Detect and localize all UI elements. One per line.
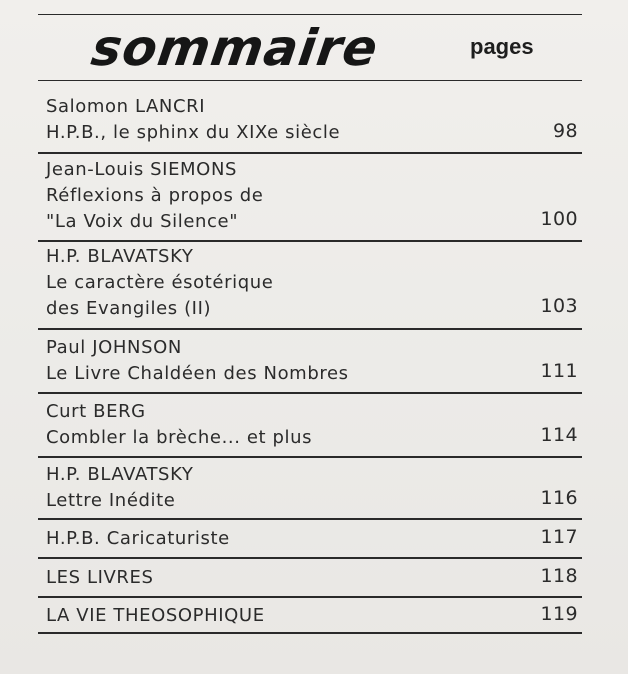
entry-page-number: 100 bbox=[540, 208, 578, 230]
entry-title-line: H.P.B. Caricaturiste bbox=[46, 528, 230, 549]
entry-separator bbox=[38, 152, 582, 154]
entry-title-line: LES LIVRES bbox=[46, 567, 154, 588]
entry-page-number: 118 bbox=[540, 565, 578, 587]
entry-page-number: 119 bbox=[540, 603, 578, 625]
entry-separator bbox=[38, 392, 582, 394]
entry-title-line: des Evangiles (II) bbox=[46, 298, 212, 319]
entry-author: Jean-Louis SIEMONS bbox=[46, 159, 238, 180]
entry-author: Curt BERG bbox=[46, 401, 146, 422]
entry-author: H.P. BLAVATSKY bbox=[46, 464, 194, 485]
toc-entry[interactable] bbox=[46, 565, 578, 591]
entry-page-number: 98 bbox=[553, 120, 578, 142]
entry-author: Salomon LANCRI bbox=[46, 96, 206, 117]
toc-entry[interactable] bbox=[46, 603, 578, 629]
entry-separator bbox=[38, 632, 582, 634]
top-rule bbox=[38, 14, 582, 15]
toc-entry[interactable] bbox=[46, 526, 578, 552]
entry-separator bbox=[38, 240, 582, 242]
entry-separator bbox=[38, 328, 582, 330]
entry-page-number: 114 bbox=[540, 424, 578, 446]
page-title: sommaire bbox=[87, 19, 382, 77]
entry-title-line: H.P.B., le sphinx du XIXe siècle bbox=[46, 122, 341, 143]
entry-separator bbox=[38, 456, 582, 458]
toc-entry[interactable] bbox=[46, 94, 578, 146]
toc-entry[interactable] bbox=[46, 157, 578, 235]
entry-page-number: 103 bbox=[540, 295, 578, 317]
entry-title-line: Combler la brèche... et plus bbox=[46, 427, 313, 448]
entry-title-line: Le Livre Chaldéen des Nombres bbox=[46, 363, 349, 384]
entry-page-number: 111 bbox=[540, 360, 578, 382]
entry-page-number: 116 bbox=[540, 487, 578, 509]
pages-column-label: pages bbox=[470, 34, 534, 59]
toc-entry[interactable] bbox=[46, 244, 578, 322]
entry-title-line: Réflexions à propos de bbox=[46, 185, 264, 206]
toc-entry[interactable] bbox=[46, 335, 578, 387]
entry-separator bbox=[38, 518, 582, 520]
entry-title-line: "La Voix du Silence" bbox=[46, 211, 239, 232]
toc-entry[interactable] bbox=[46, 462, 578, 514]
entry-author: Paul JOHNSON bbox=[46, 337, 182, 358]
entry-title-line: LA VIE THEOSOPHIQUE bbox=[46, 605, 265, 626]
entry-title-line: Le caractère ésotérique bbox=[46, 272, 274, 293]
entry-separator bbox=[38, 557, 582, 559]
entry-author: H.P. BLAVATSKY bbox=[46, 246, 194, 267]
header-rule bbox=[38, 80, 582, 81]
entry-page-number: 117 bbox=[540, 526, 578, 548]
entry-title-line: Lettre Inédite bbox=[46, 490, 176, 511]
entry-separator bbox=[38, 596, 582, 598]
toc-entry[interactable] bbox=[46, 399, 578, 451]
